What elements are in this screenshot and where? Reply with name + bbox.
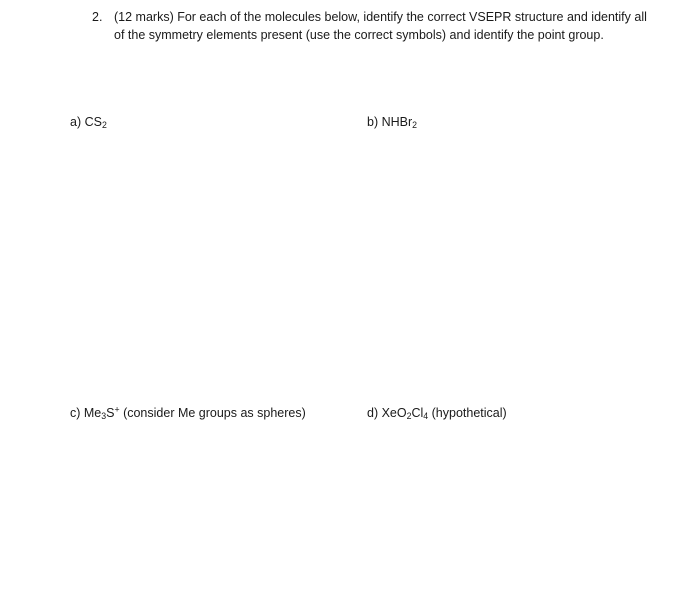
part-c-suffix: (consider Me groups as spheres) [119, 406, 306, 420]
part-b-label [367, 114, 417, 130]
part-d-suffix: (hypothetical) [428, 406, 507, 420]
part-d-prefix: d) XeO [367, 406, 407, 420]
part-b-subscript: 2 [412, 120, 418, 131]
part-a-subscript: 2 [101, 120, 107, 131]
question-2 [92, 9, 652, 44]
part-d-label [367, 405, 507, 421]
part-c-subscript: 3 [101, 411, 107, 422]
part-c-mid: S [106, 406, 115, 420]
part-c-prefix: c) Me [70, 406, 102, 420]
part-a-label [70, 114, 107, 130]
part-d-mid: Cl [411, 406, 424, 420]
part-d-subscript-2: 4 [423, 411, 429, 422]
part-d-subscript-1: 2 [406, 411, 412, 422]
question-text: (12 marks) For each of the molecules below, identify the correct VSEPR structure and identify all of the symmetry elements present (use the correct symbols) and identify the point group. [114, 10, 647, 42]
part-b-prefix: b) NHBr [367, 115, 413, 129]
part-a-prefix: a) CS [70, 115, 102, 129]
part-c-label [70, 405, 306, 421]
question-number: 2. [92, 10, 103, 24]
part-c-superscript: + [114, 404, 120, 415]
